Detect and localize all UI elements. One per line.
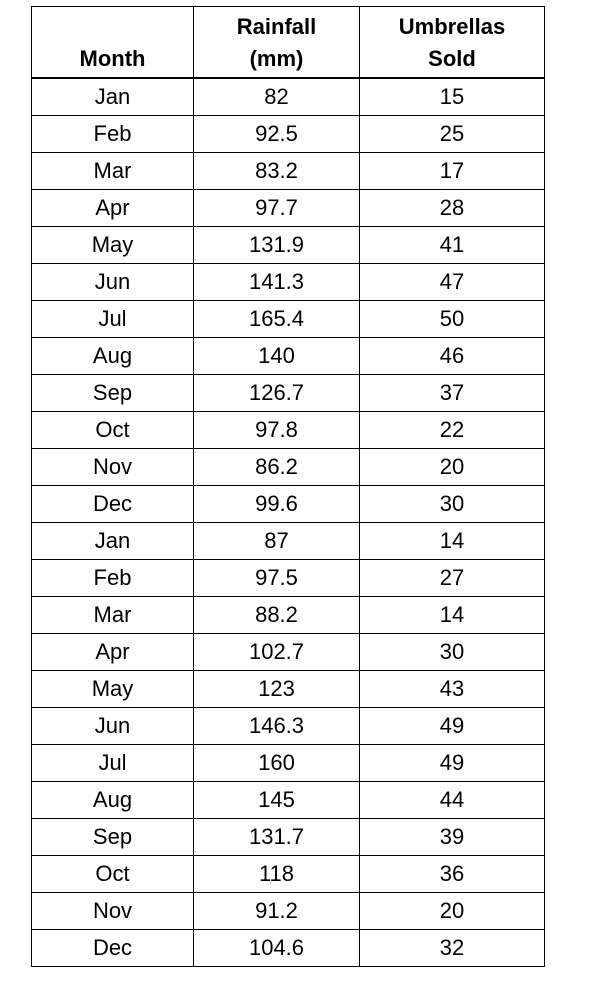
umbrellas-sold-cell: 22 bbox=[360, 412, 545, 449]
table-row bbox=[32, 190, 545, 227]
rainfall-cell: 141.3 bbox=[194, 264, 360, 301]
month-cell: Mar bbox=[32, 597, 194, 634]
umbrellas-sold-cell: 20 bbox=[360, 449, 545, 486]
umbrellas-sold-cell: 30 bbox=[360, 634, 545, 671]
table-row bbox=[32, 375, 545, 412]
rainfall-cell: 104.6 bbox=[194, 930, 360, 967]
table-row bbox=[32, 560, 545, 597]
umbrellas-sold-cell: 32 bbox=[360, 930, 545, 967]
month-cell: Nov bbox=[32, 449, 194, 486]
umbrellas-sold-cell: 25 bbox=[360, 116, 545, 153]
month-cell: Apr bbox=[32, 634, 194, 671]
table-row bbox=[32, 153, 545, 190]
month-cell: Aug bbox=[32, 338, 194, 375]
umbrellas-sold-cell: 17 bbox=[360, 153, 545, 190]
umbrellas-sold-cell: 43 bbox=[360, 671, 545, 708]
rainfall-cell: 92.5 bbox=[194, 116, 360, 153]
rainfall-cell: 140 bbox=[194, 338, 360, 375]
rainfall-cell: 165.4 bbox=[194, 301, 360, 338]
umbrellas-sold-cell: 27 bbox=[360, 560, 545, 597]
month-cell: Apr bbox=[32, 190, 194, 227]
month-cell: Jun bbox=[32, 264, 194, 301]
table-row bbox=[32, 856, 545, 893]
rainfall-umbrella-table bbox=[31, 6, 545, 967]
rainfall-cell: 131.7 bbox=[194, 819, 360, 856]
rainfall-cell: 97.7 bbox=[194, 190, 360, 227]
umbrellas-sold-cell: 47 bbox=[360, 264, 545, 301]
table-row bbox=[32, 264, 545, 301]
table-row bbox=[32, 78, 545, 116]
umbrellas-sold-cell: 49 bbox=[360, 708, 545, 745]
umbrellas-sold-cell: 20 bbox=[360, 893, 545, 930]
rainfall-cell: 123 bbox=[194, 671, 360, 708]
month-cell: Jan bbox=[32, 78, 194, 116]
header-rainfall bbox=[194, 7, 360, 79]
header-umbrellas-line-1: Umbrellas bbox=[398, 14, 506, 39]
table-row bbox=[32, 745, 545, 782]
table-row bbox=[32, 301, 545, 338]
rainfall-cell: 87 bbox=[194, 523, 360, 560]
month-cell: May bbox=[32, 227, 194, 264]
umbrellas-sold-cell: 37 bbox=[360, 375, 545, 412]
rainfall-cell: 91.2 bbox=[194, 893, 360, 930]
table-row bbox=[32, 449, 545, 486]
umbrellas-sold-cell: 14 bbox=[360, 597, 545, 634]
rainfall-cell: 102.7 bbox=[194, 634, 360, 671]
rainfall-cell: 86.2 bbox=[194, 449, 360, 486]
table-header bbox=[32, 7, 545, 79]
month-cell: Jul bbox=[32, 745, 194, 782]
header-umbrellas-line-2: Sold bbox=[428, 46, 476, 71]
header-umbrellas bbox=[360, 7, 545, 79]
month-cell: May bbox=[32, 671, 194, 708]
month-cell: Aug bbox=[32, 782, 194, 819]
header-row bbox=[32, 7, 545, 79]
rainfall-cell: 97.8 bbox=[194, 412, 360, 449]
month-cell: Mar bbox=[32, 153, 194, 190]
month-cell: Jul bbox=[32, 301, 194, 338]
rainfall-cell: 131.9 bbox=[194, 227, 360, 264]
umbrellas-sold-cell: 28 bbox=[360, 190, 545, 227]
table-row bbox=[32, 634, 545, 671]
month-cell: Feb bbox=[32, 116, 194, 153]
table-row bbox=[32, 930, 545, 967]
umbrellas-sold-cell: 50 bbox=[360, 301, 545, 338]
month-cell: Jan bbox=[32, 523, 194, 560]
umbrellas-sold-cell: 41 bbox=[360, 227, 545, 264]
rainfall-cell: 126.7 bbox=[194, 375, 360, 412]
table-row bbox=[32, 671, 545, 708]
table-row bbox=[32, 782, 545, 819]
month-cell: Oct bbox=[32, 856, 194, 893]
month-cell: Sep bbox=[32, 375, 194, 412]
table-row bbox=[32, 819, 545, 856]
table-row bbox=[32, 116, 545, 153]
rainfall-cell: 118 bbox=[194, 856, 360, 893]
month-cell: Nov bbox=[32, 893, 194, 930]
umbrellas-sold-cell: 15 bbox=[360, 78, 545, 116]
umbrellas-sold-cell: 39 bbox=[360, 819, 545, 856]
rainfall-cell: 146.3 bbox=[194, 708, 360, 745]
table-body bbox=[32, 78, 545, 967]
month-cell: Feb bbox=[32, 560, 194, 597]
rainfall-cell: 145 bbox=[194, 782, 360, 819]
rainfall-cell: 97.5 bbox=[194, 560, 360, 597]
rainfall-cell: 83.2 bbox=[194, 153, 360, 190]
header-month bbox=[32, 7, 194, 79]
month-cell: Sep bbox=[32, 819, 194, 856]
table-row bbox=[32, 338, 545, 375]
umbrellas-sold-cell: 46 bbox=[360, 338, 545, 375]
rainfall-cell: 160 bbox=[194, 745, 360, 782]
table-row bbox=[32, 486, 545, 523]
umbrellas-sold-cell: 36 bbox=[360, 856, 545, 893]
month-cell: Dec bbox=[32, 930, 194, 967]
rainfall-cell: 82 bbox=[194, 78, 360, 116]
header-rainfall-line-1: Rainfall bbox=[236, 14, 317, 39]
rainfall-cell: 99.6 bbox=[194, 486, 360, 523]
table-row bbox=[32, 893, 545, 930]
table-row bbox=[32, 227, 545, 264]
rainfall-cell: 88.2 bbox=[194, 597, 360, 634]
header-rainfall-line-2: (mm) bbox=[249, 46, 304, 71]
month-cell: Jun bbox=[32, 708, 194, 745]
table-row bbox=[32, 412, 545, 449]
table-row bbox=[32, 523, 545, 560]
month-cell: Oct bbox=[32, 412, 194, 449]
table-row bbox=[32, 597, 545, 634]
umbrellas-sold-cell: 14 bbox=[360, 523, 545, 560]
umbrellas-sold-cell: 30 bbox=[360, 486, 545, 523]
month-cell: Dec bbox=[32, 486, 194, 523]
umbrellas-sold-cell: 44 bbox=[360, 782, 545, 819]
umbrellas-sold-cell: 49 bbox=[360, 745, 545, 782]
header-month-label: Month bbox=[79, 46, 146, 71]
table-row bbox=[32, 708, 545, 745]
